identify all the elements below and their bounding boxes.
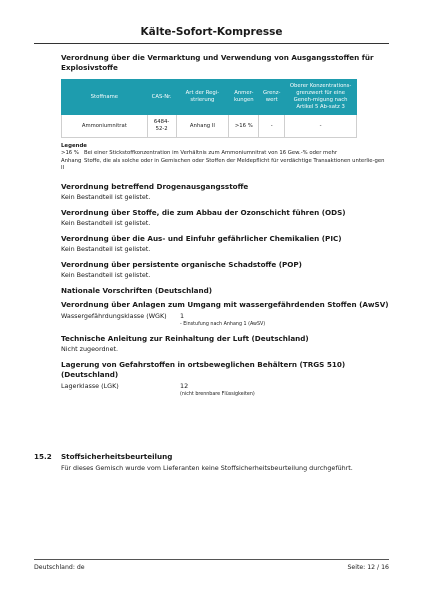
section-title: Lagerung von Gefahrstoffen in ortsbeweglichen Behältern (TRGS 510) (Deutschland)	[61, 359, 346, 379]
explosives-regulation-title: Verordnung über die Vermarktung und Verwendung von Ausgangsstoffen für Explosivstoffe	[61, 53, 374, 72]
page-number: Seite: 12 / 16	[347, 564, 389, 571]
section-ta-luft	[61, 334, 389, 354]
table-header-row	[62, 80, 357, 115]
section-15-2	[34, 452, 389, 473]
lgk-note: (nicht brennbare Flüssigkeiten)	[180, 391, 255, 397]
legend	[61, 142, 389, 173]
section-title: Technische Anleitung zur Reinhaltung der Luft (Deutschland)	[61, 333, 309, 343]
section-title: Verordnung betreffend Drogenausgangsstoffe	[61, 181, 249, 191]
section-title: Verordnung über Stoffe, die zum Abbau der Ozonschicht führen (ODS)	[61, 207, 346, 217]
cell-remarks: >16 %	[229, 115, 259, 138]
lgk-value: 12	[180, 381, 189, 390]
col-header-remarks: Anmer-kungen	[229, 80, 259, 115]
wgk-row	[61, 312, 389, 321]
section-title: Verordnung über Anlagen zum Umgang mit wassergefährdenden Stoffen (AwSV)	[61, 299, 389, 309]
col-header-limit: Grenz-wert	[259, 80, 285, 115]
section-title: Stoffsicherheitsbeurteilung	[61, 452, 173, 461]
col-header-upper-limit: Oberer Konzentrations-grenzwert für eine Geneh-migung nach Artikel 5 Ab-satz 3	[285, 80, 357, 115]
legend-item	[61, 158, 389, 173]
section-awsv	[61, 300, 389, 328]
section-title: Verordnung über die Aus- und Einfuhr gefährlicher Chemikalien (PIC)	[61, 233, 342, 243]
legend-key: >16 %	[61, 150, 79, 156]
section-text: Für dieses Gemisch wurde vom Lieferanten keine Stoffsicherheitsbeurteilung durchgeführt.	[61, 464, 353, 472]
section-text: Kein Bestandteil ist gelistet.	[61, 192, 151, 201]
col-header-registration-type: Art der Regi-strierung	[176, 80, 229, 115]
wgk-note: - Einstufung nach Anhang 1 (AwSV)	[180, 321, 266, 327]
section-text: Kein Bestandteil ist gelistet.	[61, 244, 151, 253]
legend-key: Anhang II	[61, 157, 82, 171]
section-drug-precursors	[61, 182, 389, 202]
section-pop	[61, 260, 389, 280]
title-divider	[34, 43, 389, 44]
col-header-substance-name: Stoffname	[62, 80, 148, 115]
section-trgs510	[61, 360, 389, 398]
section-ods	[61, 208, 389, 228]
document-title: Kälte-Sofort-Kompresse	[140, 26, 283, 38]
section-text: Kein Bestandteil ist gelistet.	[61, 270, 151, 279]
section-text: Nicht zugeordnet.	[61, 344, 119, 353]
wgk-label: Wassergefährdungsklasse (WGK)	[61, 311, 167, 320]
section-national	[61, 286, 389, 296]
section-title: Verordnung über persistente organische Schadstoffe (POP)	[61, 259, 302, 269]
cell-substance-name: Ammoniumnitrat	[62, 115, 148, 138]
cell-cas: 6484-52-2	[147, 115, 176, 138]
table-row	[62, 115, 357, 138]
section-15-2-heading	[34, 452, 389, 462]
substance-table	[61, 79, 357, 138]
footer-locale: Deutschland: de	[34, 564, 85, 571]
main-content	[61, 53, 389, 398]
cell-limit: -	[259, 115, 285, 138]
section-text: Kein Bestandteil ist gelistet.	[61, 218, 151, 227]
wgk-value: 1	[180, 311, 185, 320]
legend-text: Stoffe, die als solche oder in Gemischen oder Stoffen der Meldepflicht für verdächtige Transaktionen unterlie-gen	[84, 157, 385, 164]
section-number: 15.2	[34, 452, 52, 461]
legend-item	[61, 150, 389, 158]
section-title: Nationale Vorschriften (Deutschland)	[61, 285, 213, 295]
col-header-cas: CAS-Nr.	[147, 80, 176, 115]
legend-text: Bei einer Stickstoffkonzentration im Verhältnis zum Ammoniumnitrat von 16 Gew.-% oder mehr	[84, 150, 338, 156]
lgk-label: Lagerklasse (LGK)	[61, 381, 119, 390]
lgk-row	[61, 382, 389, 391]
cell-registration-type: Anhang II	[176, 115, 229, 138]
legend-title: Legende	[61, 143, 87, 149]
section-pic	[61, 234, 389, 254]
cell-upper-limit: -	[285, 115, 357, 138]
footer-divider	[34, 559, 389, 560]
